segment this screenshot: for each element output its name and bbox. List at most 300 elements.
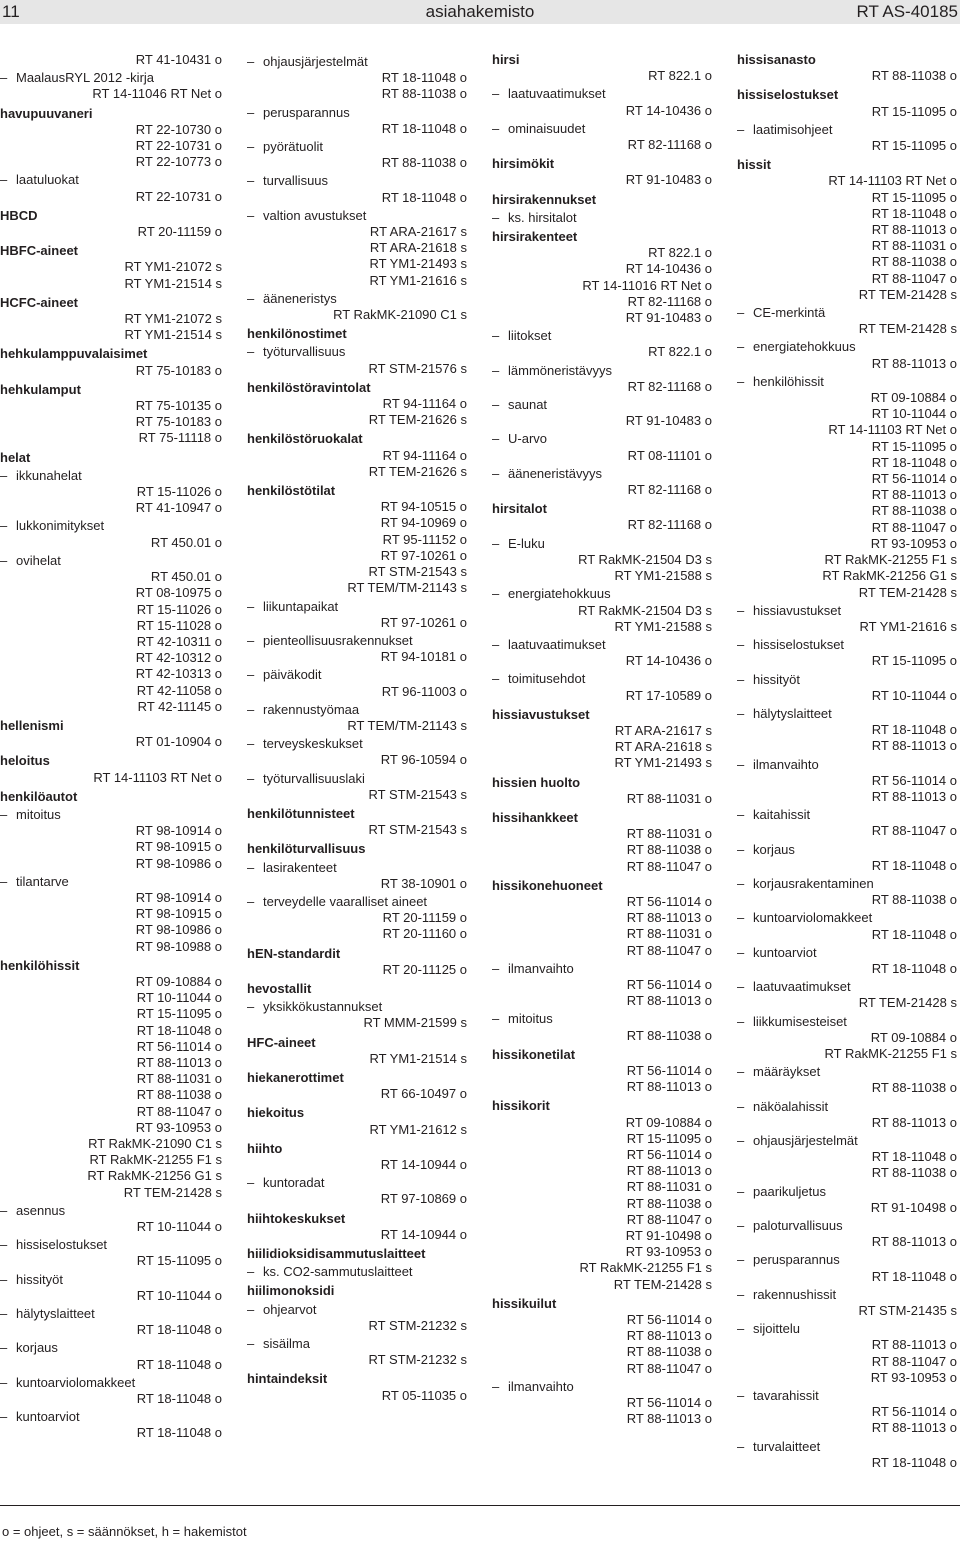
index-reference: RT TEM/TM-21143 s <box>347 717 467 733</box>
index-term: havupuuvaneri <box>0 105 93 121</box>
index-reference: RT TEM-21428 s <box>613 1276 712 1292</box>
index-subterm: – ohjausjärjestelmät <box>737 1133 959 1149</box>
index-subterm: – E-luku <box>492 536 714 552</box>
index-term: hintaindeksit <box>247 1371 328 1387</box>
index-subterm: – energiatehokkuus <box>492 586 714 602</box>
index-reference: RT RakMK-21255 F1 s <box>89 1152 222 1168</box>
index-subterm: – paloturvallisuus <box>737 1218 959 1234</box>
index-reference: RT 08-11101 o <box>627 447 712 463</box>
index-subterm: – hälytyslaitteet <box>0 1306 224 1322</box>
index-reference: RT 18-11048 o <box>871 1268 957 1284</box>
index-subterm: – saunat <box>492 397 714 413</box>
index-reference: RT 18-11048 o <box>381 70 467 86</box>
index-reference: RT 88-11038 o <box>626 1195 712 1211</box>
index-term: helat <box>0 449 31 465</box>
index-reference: RT 38-10901 o <box>380 875 467 891</box>
index-reference: RT 17-10589 o <box>625 687 712 703</box>
index-reference: RT 15-11026 o <box>136 484 222 500</box>
index-reference: RT 10-11044 o <box>136 990 222 1006</box>
index-term: hissiselostukset <box>737 87 839 103</box>
index-subterm: – valtion avustukset <box>247 208 469 224</box>
index-term: hiilimonoksidi <box>247 1283 335 1299</box>
index-term: hissikuilut <box>492 1295 557 1311</box>
index-reference: RT RakMK-21255 F1 s <box>824 1045 957 1061</box>
index-reference: RT RakMK-21256 G1 s <box>822 568 957 584</box>
index-reference: RT 42-10312 o <box>135 650 222 666</box>
index-reference: RT 14-10436 o <box>625 653 712 669</box>
index-reference: RT 96-11003 o <box>381 683 467 699</box>
index-reference: RT 82-11168 o <box>627 482 712 498</box>
index-term: hiihto <box>247 1140 283 1156</box>
index-reference: RT 93-10953 o <box>625 1244 712 1260</box>
index-reference: RT 88-11013 o <box>871 1420 957 1436</box>
index-reference: RT STM-21232 s <box>368 1317 467 1333</box>
index-reference: RT 88-11038 o <box>871 503 957 519</box>
index-reference: RT STM-21543 s <box>368 786 467 802</box>
index-reference: RT 18-11048 o <box>871 926 957 942</box>
index-reference: RT 22-10731 o <box>135 138 222 154</box>
index-reference: RT 14-11103 RT Net o <box>828 173 957 189</box>
index-term: heloitus <box>0 753 50 769</box>
index-subterm: – perusparannus <box>737 1252 959 1268</box>
index-reference: RT 10-11044 o <box>136 1287 222 1303</box>
index-subterm: – CE-merkintä <box>737 305 959 321</box>
index-reference: RT 88-11013 o <box>626 993 712 1009</box>
index-reference: RT 14-10944 o <box>380 1226 467 1242</box>
index-reference: RT 75-10135 o <box>135 398 222 414</box>
index-reference: RT 88-11047 o <box>626 858 712 874</box>
index-subterm: – näköalahissit <box>737 1099 959 1115</box>
index-reference: RT 97-10261 o <box>380 547 467 563</box>
index-subterm: – lukkonimitykset <box>0 518 224 534</box>
index-subterm: – hissityöt <box>737 672 959 688</box>
index-column-1 <box>0 52 224 1502</box>
index-reference: RT 98-10986 o <box>135 922 222 938</box>
index-reference: RT 10-11044 o <box>136 1219 222 1235</box>
index-reference: RT 18-11048 o <box>871 1454 957 1470</box>
index-reference: RT ARA-21617 s <box>369 224 467 240</box>
index-reference: RT 75-11118 o <box>138 430 222 446</box>
index-reference: RT 14-10436 o <box>625 102 712 118</box>
index-reference: RT 94-10969 o <box>380 515 467 531</box>
index-reference: RT 42-10311 o <box>136 633 222 649</box>
index-reference: RT 88-11038 o <box>871 1080 957 1096</box>
index-reference: RT 56-11014 o <box>626 976 712 992</box>
index-term: HCFC-aineet <box>0 294 79 310</box>
index-reference: RT 15-11095 o <box>871 438 957 454</box>
index-reference: RT 56-11014 o <box>626 1395 712 1411</box>
index-subterm: – sijoittelu <box>737 1321 959 1337</box>
index-reference: RT YM1-21612 s <box>369 1121 467 1137</box>
index-reference: RT 42-11145 o <box>137 698 222 714</box>
index-reference: RT 88-11038 o <box>381 155 467 171</box>
index-subterm: – ks. hirsitalot <box>492 210 714 226</box>
index-reference: RT YM1-21514 s <box>369 1050 467 1066</box>
index-term: hissien huolto <box>492 774 581 790</box>
index-subterm: – laatuvaatimukset <box>492 86 714 102</box>
index-subterm: – mitoitus <box>492 1011 714 1027</box>
index-term: hirsirakennukset <box>492 191 597 207</box>
index-reference: RT 88-11013 o <box>871 222 957 238</box>
index-reference: RT 01-10904 o <box>135 734 222 750</box>
index-subterm: – kuntoradat <box>247 1175 469 1191</box>
index-reference: RT 88-11013 o <box>626 1411 712 1427</box>
index-subterm: – mitoitus <box>0 807 224 823</box>
index-reference: RT 10-11044 o <box>871 687 957 703</box>
index-reference: RT 56-11014 o <box>136 1038 222 1054</box>
index-term: hiekanerottimet <box>247 1069 344 1085</box>
index-reference: RT 97-10261 o <box>380 614 467 630</box>
index-reference: RT 97-10869 o <box>380 1191 467 1207</box>
index-term: hiekoitus <box>247 1105 305 1121</box>
index-reference: RT YM1-21072 s <box>124 259 222 275</box>
index-subterm: – kuntoarviolomakkeet <box>0 1375 224 1391</box>
index-reference: RT 56-11014 o <box>626 893 712 909</box>
index-subterm: – ominaisuudet <box>492 121 714 137</box>
index-reference: RT 88-11013 o <box>871 355 957 371</box>
index-reference: RT 82-11168 o <box>627 517 712 533</box>
index-subterm: – turvalaitteet <box>737 1439 959 1455</box>
index-reference: RT 88-11047 o <box>871 270 957 286</box>
index-reference: RT 18-11048 o <box>136 1022 222 1038</box>
index-reference: RT 98-10914 o <box>135 823 222 839</box>
index-reference: RT YM1-21493 s <box>369 256 467 272</box>
index-reference: RT 93-10953 o <box>870 1369 957 1385</box>
index-reference: RT 98-10986 o <box>135 855 222 871</box>
index-term: hirsitalot <box>492 501 547 517</box>
index-reference: RT 10-11044 o <box>871 406 957 422</box>
index-reference: RT YM1-21072 s <box>124 311 222 327</box>
index-subterm: – ks. CO2-sammutuslaitteet <box>247 1264 469 1280</box>
index-reference: RT 91-10483 o <box>625 310 712 326</box>
index-reference: RT YM1-21616 s <box>859 618 957 634</box>
index-reference: RT 56-11014 o <box>626 1312 712 1328</box>
index-reference: RT 15-11095 o <box>871 103 957 119</box>
index-reference: RT RakMK-21090 C1 s <box>88 1136 222 1151</box>
index-subterm: – hissiavustukset <box>737 603 959 619</box>
index-reference: RT ARA-21617 s <box>614 722 712 738</box>
index-reference: RT TEM/TM-21143 s <box>347 580 467 596</box>
index-term: HBFC-aineet <box>0 243 79 259</box>
index-term: hEN-standardit <box>247 945 341 961</box>
index-reference: RT STM-21232 s <box>368 1352 467 1368</box>
index-reference: RT 88-11038 o <box>626 1027 712 1043</box>
index-reference: RT 20-11159 o <box>382 910 467 926</box>
index-subterm: – toimitusehdot <box>492 671 714 687</box>
index-reference: RT 15-11095 o <box>871 138 957 154</box>
index-subterm: – liikuntapaikat <box>247 599 469 615</box>
index-reference: RT 18-11048 o <box>871 857 957 873</box>
index-reference: RT 09-10884 o <box>625 1114 712 1130</box>
index-reference: RT 88-11013 o <box>626 1163 712 1179</box>
index-reference: RT 88-11038 o <box>871 68 957 84</box>
index-reference: RT 88-11038 o <box>871 254 957 270</box>
index-reference: RT TEM-21428 s <box>123 1184 222 1200</box>
index-reference: RT 450.01 o <box>150 569 222 585</box>
index-reference: RT 822.1 o <box>648 344 712 360</box>
index-reference: RT 18-11048 o <box>871 722 957 738</box>
index-subterm: – kuntoarviot <box>0 1409 224 1425</box>
index-term: hissihankkeet <box>492 809 578 825</box>
index-reference: RT 18-11048 o <box>871 205 957 221</box>
index-reference: RT 14-11103 RT Net o <box>93 769 222 785</box>
index-reference: RT 96-10594 o <box>380 752 467 768</box>
index-reference: RT 22-10731 o <box>135 188 222 204</box>
index-reference: RT 94-11164 o <box>382 447 467 463</box>
index-term: hellenismi <box>0 717 64 733</box>
index-subterm: – lasirakenteet <box>247 860 469 876</box>
index-reference: RT 450.01 o <box>150 534 222 550</box>
index-reference: RT MMM-21599 s <box>363 1015 467 1031</box>
document-code: RT AS-40185 <box>856 2 958 21</box>
index-reference: RT 15-11028 o <box>136 617 222 633</box>
index-reference: RT 88-11038 o <box>626 842 712 858</box>
index-reference: RT 95-11152 o <box>382 531 467 547</box>
index-reference: RT 98-10915 o <box>135 906 222 922</box>
index-subterm: – asennus <box>0 1203 224 1219</box>
index-term: hissiavustukset <box>492 706 590 722</box>
index-subterm: – terveyskeskukset <box>247 736 469 752</box>
index-reference: RT 88-11031 o <box>136 1071 222 1087</box>
index-reference: RT 88-11031 o <box>626 926 712 942</box>
index-reference: RT 20-11125 o <box>382 961 467 977</box>
index-reference: RT 88-11047 o <box>136 1103 222 1119</box>
index-subterm: – terveydelle vaaralliset aineet <box>247 894 469 910</box>
index-reference: RT 822.1 o <box>648 245 712 261</box>
index-reference: RT 98-10915 o <box>135 839 222 855</box>
index-term: hissikonehuoneet <box>492 877 603 893</box>
index-subterm: – ilmanvaihto <box>492 961 714 977</box>
index-reference: RT YM1-21514 s <box>124 327 222 343</box>
index-reference: RT 88-11031 o <box>871 238 957 254</box>
index-subterm: – ikkunahelat <box>0 468 224 484</box>
index-reference: RT 22-10773 o <box>135 154 222 170</box>
index-reference: RT 88-11047 o <box>871 1353 957 1369</box>
index-reference: RT 94-10181 o <box>380 649 467 665</box>
index-reference: RT YM1-21616 s <box>369 272 467 288</box>
index-column-3 <box>492 52 714 1502</box>
index-term: HBCD <box>0 207 38 223</box>
index-column-2 <box>247 52 469 1502</box>
index-reference: RT 88-11047 o <box>871 519 957 535</box>
index-reference: RT 88-11013 o <box>871 788 957 804</box>
index-reference: RT 91-10498 o <box>870 1199 957 1215</box>
index-reference: RT 91-10483 o <box>625 172 712 188</box>
index-subterm: – sisäilma <box>247 1336 469 1352</box>
index-reference: RT 56-11014 o <box>871 471 957 487</box>
index-reference: RT 88-11013 o <box>626 1328 712 1344</box>
index-subterm: – tilantarve <box>0 874 224 890</box>
index-term: hiihtokeskukset <box>247 1210 346 1226</box>
index-subterm: – turvallisuus <box>247 173 469 189</box>
index-reference: RT 56-11014 o <box>871 1404 957 1420</box>
index-subterm: – hissityöt <box>0 1272 224 1288</box>
index-reference: RT 88-11013 o <box>871 487 957 503</box>
index-reference: RT 91-10498 o <box>625 1228 712 1244</box>
index-reference: RT RakMK-21504 D3 s <box>578 602 712 618</box>
index-term: hissikorit <box>492 1098 550 1114</box>
index-reference: RT TEM-21428 s <box>858 584 957 600</box>
index-term: HFC-aineet <box>247 1034 316 1050</box>
index-reference: RT 20-11159 o <box>137 224 222 240</box>
index-column-4 <box>737 52 959 1502</box>
index-reference: RT 18-11048 o <box>871 960 957 976</box>
index-reference: RT 88-11013 o <box>871 1114 957 1130</box>
index-reference: RT STM-21576 s <box>368 360 467 376</box>
index-reference: RT 88-11013 o <box>626 1079 712 1095</box>
index-subterm: – ohjearvot <box>247 1302 469 1318</box>
index-subterm: – lämmöneristävyys <box>492 363 714 379</box>
index-reference: RT 88-11038 o <box>136 1087 222 1103</box>
index-term: hirsirakenteet <box>492 229 578 245</box>
index-reference: RT 14-11103 RT Net o <box>828 422 957 438</box>
index-subterm: – hissiselostukset <box>0 1237 224 1253</box>
index-reference: RT 82-11168 o <box>627 137 712 153</box>
index-reference: RT 18-11048 o <box>136 1356 222 1372</box>
index-term: henkilöstötilat <box>247 483 336 499</box>
index-reference: RT 88-11038 o <box>626 1344 712 1360</box>
index-reference: RT STM-21435 s <box>858 1303 957 1319</box>
index-term: hissit <box>737 157 771 173</box>
index-subterm: – laatuvaatimukset <box>492 637 714 653</box>
index-term: hirsi <box>492 52 520 67</box>
index-term: henkilötunnisteet <box>247 805 355 821</box>
index-reference: RT 18-11048 o <box>381 120 467 136</box>
index-reference: RT 08-10975 o <box>135 585 222 601</box>
index-reference: RT 56-11014 o <box>871 772 957 788</box>
index-reference: RT 66-10497 o <box>380 1086 467 1102</box>
index-reference: RT 14-11046 RT Net o <box>92 86 222 102</box>
index-reference: RT 56-11014 o <box>626 1062 712 1078</box>
index-reference: RT 88-11013 o <box>626 910 712 926</box>
index-term: hevostallit <box>247 980 312 996</box>
index-reference: RT 93-10953 o <box>870 535 957 551</box>
index-subterm: – rakennushissit <box>737 1287 959 1303</box>
index-reference: RT 18-11048 o <box>136 1322 222 1338</box>
index-subterm: – määräykset <box>737 1064 959 1080</box>
index-reference: RT YM1-21588 s <box>614 568 712 584</box>
index-subterm: – yksikkökustannukset <box>247 999 469 1015</box>
index-subterm: – ohjausjärjestelmät <box>247 54 469 70</box>
index-subterm: – ilmanvaihto <box>492 1379 714 1395</box>
index-reference: RT TEM-21428 s <box>858 286 957 302</box>
index-reference: RT 18-11048 o <box>871 454 957 470</box>
page-header <box>0 0 960 24</box>
index-reference: RT 88-11031 o <box>626 826 712 842</box>
index-subterm: – liikkumisesteiset <box>737 1014 959 1030</box>
index-subterm: – korjausrakentaminen <box>737 876 959 892</box>
index-subterm: – työturvallisuuslaki <box>247 771 469 787</box>
index-term: henkilöstöravintolat <box>247 379 371 395</box>
index-reference: RT 98-10914 o <box>135 889 222 905</box>
section-title: asiahakemisto <box>425 2 535 21</box>
index-reference: RT RakMK-21504 D3 s <box>578 551 712 567</box>
index-term: henkilönostimet <box>247 326 347 342</box>
index-reference: RT 41-10431 o <box>135 52 222 67</box>
legend: o = ohjeet, s = säännökset, h = hakemistot <box>2 1524 247 1539</box>
index-reference: RT 09-10884 o <box>135 973 222 989</box>
index-reference: RT 42-11058 o <box>136 682 222 698</box>
index-term: hissikonetilat <box>492 1046 576 1062</box>
index-reference: RT STM-21543 s <box>368 564 467 580</box>
index-reference: RT 88-11013 o <box>871 1234 957 1250</box>
index-subterm: – rakennustyömaa <box>247 702 469 718</box>
index-reference: RT 42-10313 o <box>135 666 222 682</box>
index-subterm: – korjaus <box>737 842 959 858</box>
index-subterm: – henkilöhissit <box>737 374 959 390</box>
index-reference: RT 91-10483 o <box>625 413 712 429</box>
footer-divider <box>0 1505 960 1506</box>
index-reference: RT 88-11013 o <box>871 1337 957 1353</box>
index-reference: RT TEM-21428 s <box>858 995 957 1011</box>
index-reference: RT YM1-21493 s <box>614 755 712 771</box>
index-reference: RT 88-11047 o <box>626 1211 712 1227</box>
index-subterm: – hälytyslaitteet <box>737 706 959 722</box>
index-term: hehkulamppuvalaisimet <box>0 346 148 362</box>
index-subterm: – korjaus <box>0 1340 224 1356</box>
index-reference: RT YM1-21588 s <box>614 618 712 634</box>
index-subterm: – liitokset <box>492 328 714 344</box>
index-reference: RT 93-10953 o <box>135 1119 222 1135</box>
index-reference: RT RakMK-21255 F1 s <box>824 552 957 568</box>
index-reference: RT 15-11095 o <box>136 1006 222 1022</box>
index-reference: RT 88-11047 o <box>871 823 957 839</box>
index-term: henkilöturvallisuus <box>247 841 366 857</box>
index-subterm: – ovihelat <box>0 553 224 569</box>
index-subterm: – kuntoarviot <box>737 945 959 961</box>
index-reference: RT STM-21543 s <box>368 822 467 838</box>
index-reference: RT 98-10988 o <box>135 938 222 954</box>
index-reference: RT TEM-21626 s <box>368 463 467 479</box>
index-term: hissisanasto <box>737 52 816 67</box>
index-subterm: – päiväkodit <box>247 667 469 683</box>
index-reference: RT 75-10183 o <box>135 362 222 378</box>
index-reference: RT 88-11047 o <box>626 942 712 958</box>
index-reference: RT 75-10183 o <box>135 414 222 430</box>
index-subterm: – U-arvo <box>492 431 714 447</box>
page-number: 11 <box>2 2 20 21</box>
index-subterm: – työturvallisuus <box>247 344 469 360</box>
index-reference: RT 18-11048 o <box>136 1391 222 1407</box>
index-reference: RT 94-11164 o <box>382 396 467 412</box>
index-term: hirsimökit <box>492 156 555 172</box>
index-reference: RT 15-11095 o <box>871 653 957 669</box>
index-subterm: – kaitahissit <box>737 807 959 823</box>
index-subterm: – MaalausRYL 2012 -kirja <box>0 70 224 86</box>
index-reference: RT 88-11031 o <box>626 1179 712 1195</box>
index-reference: RT 15-11095 o <box>871 189 957 205</box>
index-reference: RT 88-11038 o <box>871 1165 957 1181</box>
index-reference: RT RakMK-21090 C1 s <box>333 307 467 323</box>
index-reference: RT 822.1 o <box>648 68 712 84</box>
index-reference: RT 88-11031 o <box>626 790 712 806</box>
index-reference: RT 88-11038 o <box>871 892 957 908</box>
index-subterm: – laatuvaatimukset <box>737 979 959 995</box>
index-reference: RT 15-11026 o <box>136 601 222 617</box>
index-reference: RT 20-11160 o <box>382 926 467 942</box>
index-reference: RT 88-11038 o <box>381 86 467 102</box>
index-reference: RT 56-11014 o <box>626 1147 712 1162</box>
index-reference: RT 09-10884 o <box>870 1029 957 1045</box>
index-reference: RT YM1-21514 s <box>124 275 222 291</box>
index-reference: RT 09-10884 o <box>870 390 957 406</box>
index-subterm: – laatuluokat <box>0 172 224 188</box>
index-subterm: – ilmanvaihto <box>737 757 959 773</box>
index-reference: RT 15-11095 o <box>626 1130 712 1146</box>
index-reference: RT 14-11016 RT Net o <box>582 277 712 293</box>
index-reference: RT 82-11168 o <box>627 293 712 309</box>
index-reference: RT TEM-21428 s <box>858 321 957 337</box>
